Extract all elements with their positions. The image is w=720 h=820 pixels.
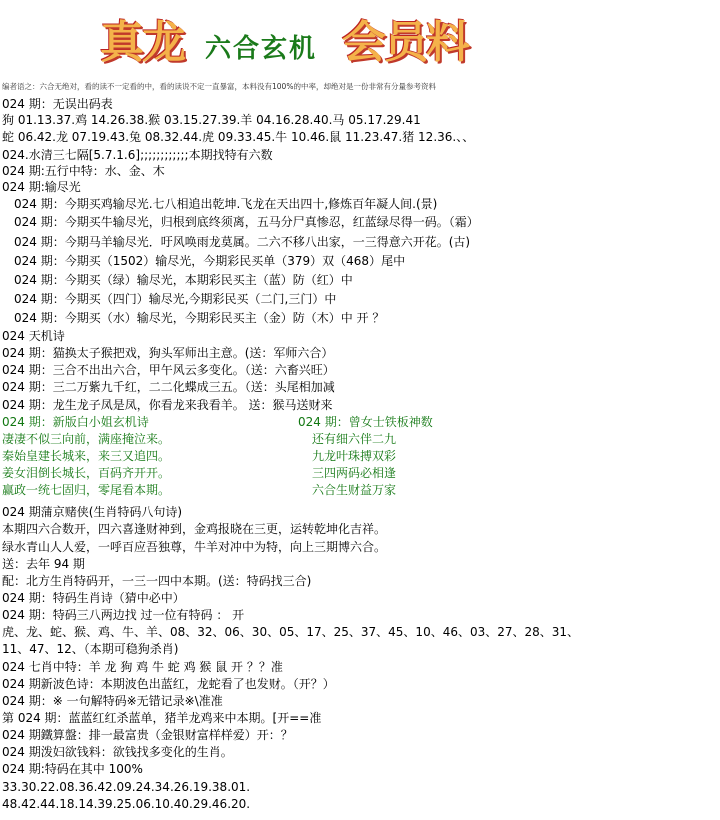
text-line: 024 期泼妇欲钱料：欲钱找多变化的生肖。 (2, 745, 233, 759)
text-line: 024 期：三二万紫九千红，二二化蝶成三五。（送：头尾相加减 (2, 380, 335, 394)
text-line: 狗 01.13.37.鸡 14.26.38.猴 03.15.27.39.羊 04.16.28.40.马 05.17.29.41 (2, 113, 421, 127)
poem-right-line: 六合生财益万家 (312, 483, 397, 497)
text-line: 024 期：今期买牛输尽光，归根到底终须离，五马分尸真惨忍，红蓝绿尽得一码。（霜） (14, 215, 479, 229)
text-line: 024 期：今期马羊输尽光．吁风唤雨龙莫属。二六不移八出家，一三得意六开花。(古) (14, 235, 471, 249)
poem-right-line: 024 期：曾女士铁板神数 (298, 415, 433, 429)
banner-title-part1: 真龙 (100, 17, 184, 68)
text-line: 024 期：※ 一句解特码※无错记录※\准准 (2, 694, 223, 708)
text-line: 虎、龙、蛇、猴、鸡、牛、羊、08、32、06、30、05、17、25、37、45、10、46、03、27、28、31、 (2, 625, 580, 639)
disclaimer-text: 编者语之：六合无绝对，看的读不一定看的中，看的读说不定一直暴富，本料没有100%的中率，却绝对是一份非常有分量参考资料 (2, 82, 436, 91)
poem-right-line: 三四两码必相逢 (312, 466, 397, 480)
text-line: 第 024 期：蓝蓝红红杀蓝单，猪羊龙鸡来中本期。[开==准 (2, 711, 322, 725)
poem-left-line: 024 期：新版白小姐玄机诗 (2, 415, 149, 429)
poem-right-line: 九龙叶珠搏双彩 (312, 449, 397, 463)
text-line: 024 期：今期买（绿）输尽光，本期彩民买主（蓝）防（红）中 (14, 273, 353, 287)
text-line: 配：北方生肖特码开，一三一四中本期。(送：特码找三合) (2, 574, 312, 588)
text-line: 本期四六合数开，四六喜逢财神到，金鸡报晓在三更，运转乾坤化吉祥。 (2, 522, 387, 536)
text-line: 024 期:特码在其中 100% (2, 762, 143, 776)
poem-left-line: 姜女泪倒长城长，百码齐开开。 (2, 466, 171, 480)
poem-right-line: 还有细六伴二九 (312, 432, 397, 446)
text-line: 024 期鐵算盤：排一最富贵（金银财富样样爱）开：？ (2, 728, 293, 742)
text-line: 024.水清三七隔[5.7.1.6];;;;;;;;;;;;本期找特有六数 (2, 148, 273, 162)
text-line: 11、47、12、（本期可稳狗杀肖) (2, 642, 179, 656)
text-line: 024 期:输尽光 (2, 180, 81, 194)
banner-title-part2: 六合玄机 (205, 34, 318, 64)
header-banner (0, 0, 720, 80)
poem-left-line: 赢政一统七固归，零尾看本期。 (2, 483, 171, 497)
text-line: 024 天机诗 (2, 329, 65, 343)
text-line: 送：去年 94 期 (2, 557, 85, 571)
text-line: 48.42.44.18.14.39.25.06.10.40.29.46.20. (2, 797, 251, 811)
text-line: 024 期新波色诗：本期波色出蓝红，龙蛇看了也发财。（开？） (2, 677, 335, 691)
text-line: 蛇 06.42.龙 07.19.43.兔 08.32.44.虎 09.33.45.牛 10.46.鼠 11.23.47.猪 12.36.、、 (2, 130, 475, 144)
text-line: 绿水青山人人爱，一呼百应吾独尊，牛羊对冲中为特，向上三期博六合。 (2, 540, 387, 554)
banner-title-part3: 会员料 (342, 17, 468, 68)
poem-left-line: 凄凄不似三向前，满座掩泣来。 (2, 432, 171, 446)
text-line: 024 期：无误出码表 (2, 97, 113, 111)
text-line: 024 期：猫换太子猴把戏，狗头军师出主意。(送：军师六合） (2, 346, 334, 360)
text-line: 024 期：今期买鸡输尽光.七八相追出乾坤.飞龙在天出四十,修炼百年凝人间.(景) (14, 197, 438, 211)
text-line: 024 七肖中特：羊 龙 狗 鸡 牛 蛇 鸡 猴 鼠 开 ？？准 (2, 660, 283, 674)
text-line: 024 期：特码三八两边找 过一位有特码 ： 开 (2, 608, 245, 622)
text-line: 024 期：特码生肖诗（猜中必中） (2, 591, 185, 605)
text-line: 024 期：龙生龙子凤是凤，你看龙来我看羊。 送：猴马送财来 (2, 398, 333, 412)
text-line: 024 期：三合不出出六合，甲午风云多变化。（送：六畜兴旺） (2, 363, 335, 377)
text-line: 024 期:五行中特：水、金、木 (2, 164, 165, 178)
text-line: 024 期蒲京赌侠(生肖特码八句诗) (2, 505, 183, 519)
poem-left-line: 秦始皇建长城来，来三又追四。 (2, 449, 171, 463)
text-line: 024 期：今期买（1502）输尽光，今期彩民买单（379）双（468）尾中 (14, 254, 406, 268)
text-line: 024 期：今期买（四门）输尽光,今期彩民买（二门,三门）中 (14, 292, 337, 306)
text-line: 024 期：今期买（水）输尽光，今期彩民买主（金）防（木）中 开 ？ (14, 311, 385, 325)
text-line: 33.30.22.08.36.42.09.24.34.26.19.38.01. (2, 780, 251, 794)
